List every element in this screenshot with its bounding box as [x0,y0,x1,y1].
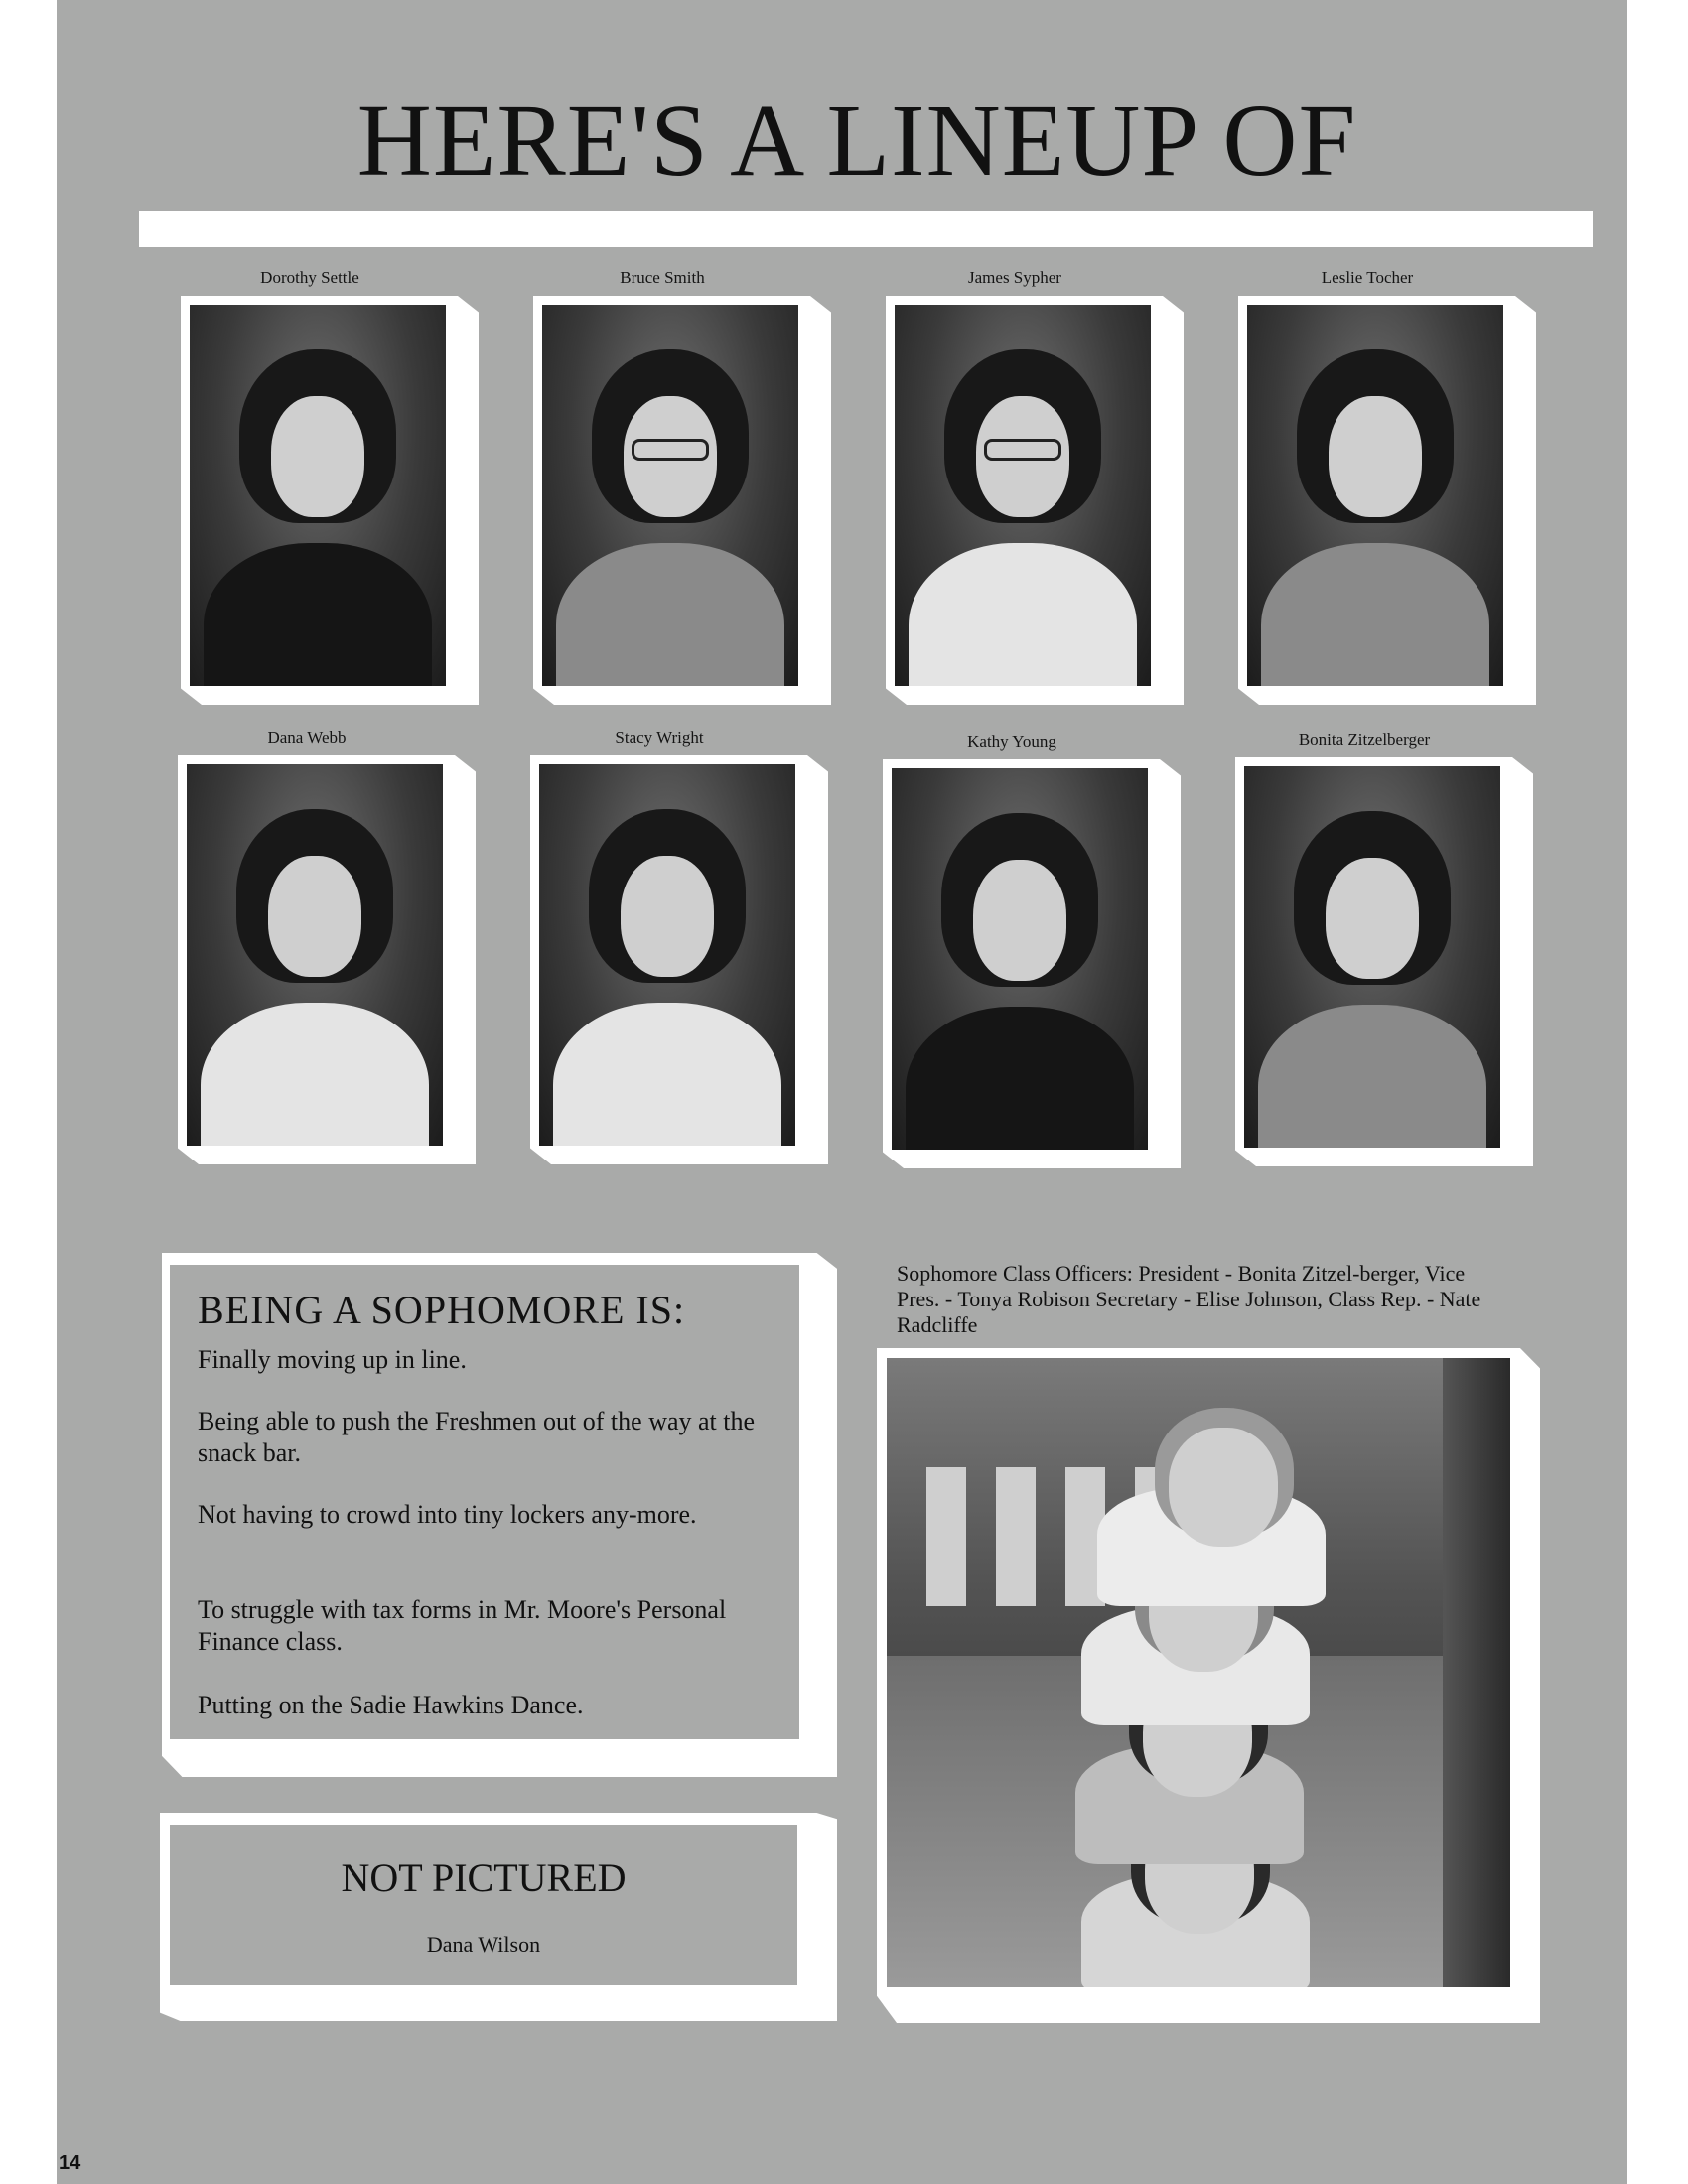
portrait-card [1235,730,1533,1166]
yearbook-page [57,0,1627,2184]
page-headline: HERE'S A LINEUP OF [356,83,1357,198]
portrait-card [886,268,1184,705]
headline-rule [139,211,1593,247]
portrait-name: Bruce Smith [620,268,705,287]
sophomore-point: To struggle with tax forms in Mr. Moore's Personal Finance class. [198,1595,727,1656]
portrait-photo [1247,305,1503,686]
portrait-photo [892,768,1148,1150]
portrait-name: Stacy Wright [615,728,704,747]
portrait-name: Kathy Young [967,732,1056,751]
not-pictured-title: NOT PICTURED [341,1855,627,1900]
portrait-name: Dorothy Settle [260,268,359,287]
portrait-card [1238,268,1536,705]
sophomore-point: Putting on the Sadie Hawkins Dance. [198,1691,584,1719]
portrait-frame [886,296,1184,705]
not-pictured-name: Dana Wilson [426,1932,541,1957]
sophomore-panel [162,1253,837,1777]
portrait-frame [1238,296,1536,705]
portrait-frame [178,755,476,1164]
portrait-card [181,268,479,705]
portrait-photo [539,764,795,1146]
portrait-photo [190,305,446,686]
sophomore-point: Being able to push the Freshmen out of the way at the snack bar. [198,1407,756,1467]
portrait-card [533,268,831,705]
portrait-photo [187,764,443,1146]
portrait-frame [181,296,479,705]
portrait-card [178,728,476,1164]
portrait-frame [533,296,831,705]
portrait-name: Bonita Zitzelberger [1298,730,1431,749]
page-number: 14 [59,2152,81,2174]
portrait-photo [895,305,1151,686]
portrait-frame [530,755,828,1164]
not-pictured-panel [160,1813,837,2021]
officers-caption: Sophomore Class Officers: President - Bonita Zitzel-berger, Vice Pres. - Tonya Robison Secretary - Elise Johnson, Class Rep. - Nate Radcliffe [897,1261,1481,1337]
portrait-name: James Sypher [968,268,1061,287]
sophomore-point: Not having to crowd into tiny lockers any-more. [198,1500,697,1529]
portrait-name: Leslie Tocher [1321,268,1414,287]
sophomore-title: BEING A SOPHOMORE IS: [198,1288,686,1332]
sophomore-point: Finally moving up in line. [198,1345,467,1374]
officers-photo [887,1358,1510,1987]
portrait-photo [542,305,798,686]
portrait-photo [1244,766,1500,1148]
officers-photo-panel [877,1348,1540,2023]
portrait-card [883,732,1181,1168]
portrait-name: Dana Webb [267,728,347,747]
portrait-frame [1235,757,1533,1166]
portrait-frame [883,759,1181,1168]
portrait-card [530,728,828,1164]
